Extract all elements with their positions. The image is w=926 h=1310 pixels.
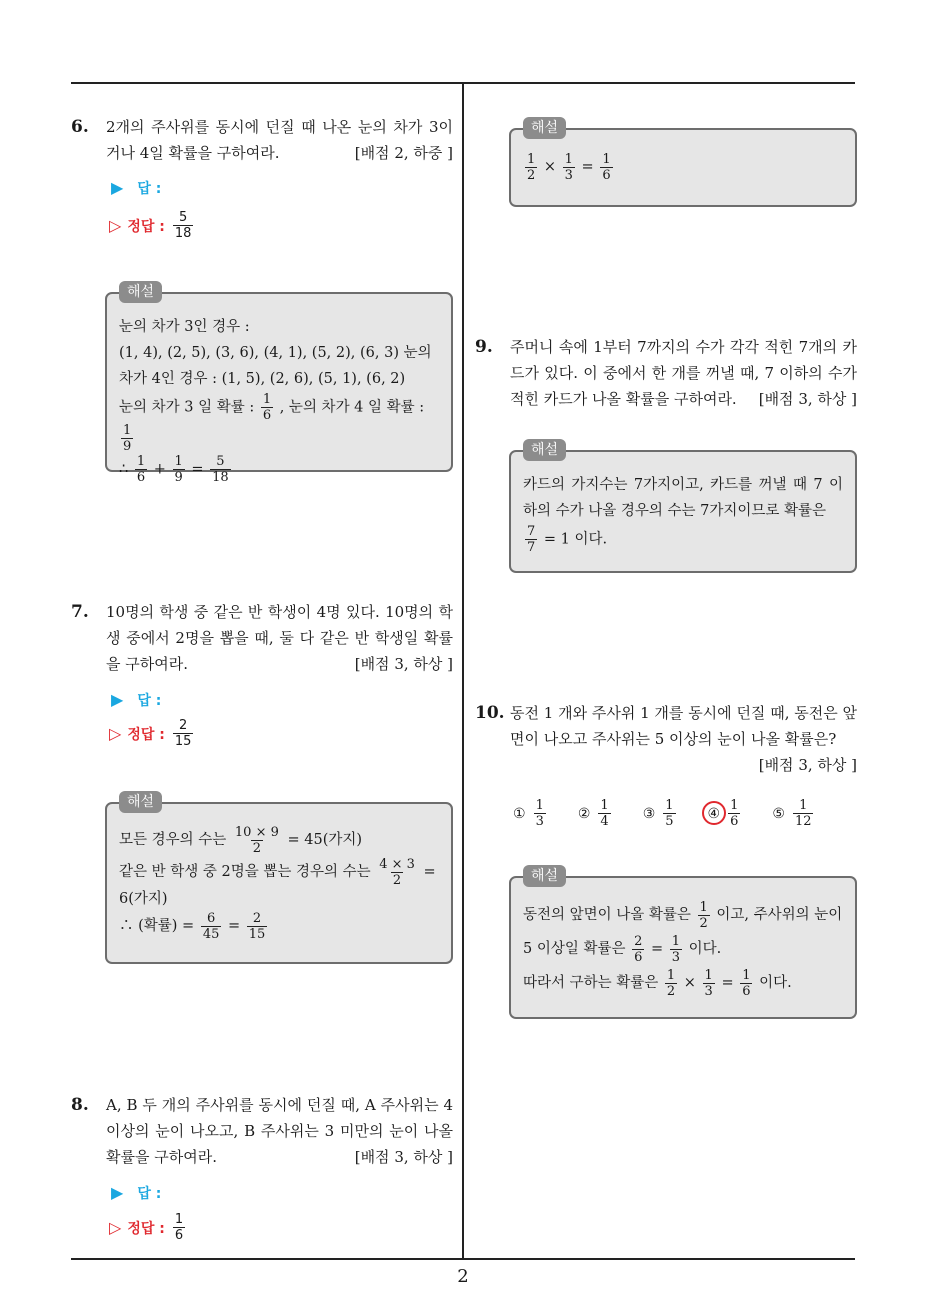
explanation-tag: 해설 [523, 865, 566, 887]
question-text: A, B 두 개의 주사위를 동시에 던질 때, A 주사위는 4 이상의 눈이 나오고, B 주사위는 3 미만의 눈이 나올 확률을 구하여라. [배점 3, 하상 ] [106, 1092, 453, 1170]
question-6 [71, 114, 453, 166]
question-10 [475, 700, 857, 778]
question-text: 동전 1 개와 주사위 1 개를 동시에 던질 때, 동전은 앞면이 나오고 주사위는 5 이상의 눈이 나올 확률은? [배점 3, 하상 ] [510, 700, 857, 778]
fraction: $\frac{2}{15}$ [174, 718, 192, 749]
explanation-tag: 해설 [523, 117, 566, 139]
answer-line-8: ▶ 답 : [111, 1183, 162, 1202]
triangle-outline-icon: ▷ [109, 216, 122, 235]
question-9 [475, 334, 857, 412]
triangle-outline-icon: ▷ [109, 1218, 122, 1237]
question-number: 8. [71, 1095, 89, 1115]
choice-3[interactable]: ③ $\frac{1}{5}$ [642, 798, 674, 829]
question-meta: [배점 2, 하중 ] [354, 144, 453, 162]
choice-1[interactable]: ① $\frac{1}{3}$ [513, 798, 544, 829]
column-divider [462, 84, 464, 1258]
question-text: 주머니 속에 1부터 7까지의 수가 각각 적힌 7개의 카드가 있다. 이 중에서 한 개를 꺼낼 때, 7 이하의 수가 적힌 카드가 나올 확률을 구하여라. [배점 3, 하상 ] [510, 334, 857, 412]
correct-answer-7: ▷ 정답 : $\frac{2}{15}$ [109, 718, 192, 749]
question-8 [71, 1092, 453, 1170]
correct-answer-6: ▷ 정답 : $\frac{5}{18}$ [109, 210, 192, 241]
play-arrow-icon: ▶ [111, 690, 124, 709]
explanation-tag: 해설 [523, 439, 566, 461]
play-arrow-icon: ▶ [111, 178, 124, 197]
fraction: $\frac{1}{6}$ [174, 1212, 184, 1243]
play-arrow-icon: ▶ [111, 1183, 124, 1202]
question-meta: [배점 3, 하상 ] [354, 1148, 453, 1166]
question-text: 2개의 주사위를 동시에 던질 때 나온 눈의 차가 3이거나 4일 확률을 구하여라. [배점 2, 하중 ] [106, 114, 453, 166]
page-number: 2 [457, 1266, 469, 1287]
question-number: 7. [71, 602, 89, 622]
explanation-tag: 해설 [119, 791, 162, 813]
question-meta: [배점 3, 하상 ] [758, 756, 857, 774]
correct-answer-8: ▷ 정답 : $\frac{1}{6}$ [109, 1212, 184, 1243]
answer-choices [513, 798, 845, 829]
bottom-rule [71, 1258, 855, 1260]
question-meta: [배점 3, 하상 ] [354, 655, 453, 673]
choice-4[interactable]: ④ $\frac{1}{6}$ [708, 798, 743, 829]
selected-circle-icon [702, 801, 726, 825]
choice-5[interactable]: ⑤ $\frac{1}{12}$ [772, 798, 812, 829]
question-number: 9. [475, 337, 493, 357]
explanation-box-10: 해설 동전의 앞면이 나올 확률은 $\frac{1}{2}$ 이고, 주사위의 눈이 5 이상일 확률은 $\frac{2}{6}$ = $\frac{1}{3}$ 이다. 따라서 구하는 확률은 $\frac{1}{2}$ × $\frac{1}{3}$ = $\frac{1}{6}$ 이다. [509, 876, 857, 1019]
explanation-box-6: 해설 눈의 차가 3인 경우 : (1, 4), (2, 5), (3, 6), (4, 1), (5, 2), (6, 3) 눈의 차가 4인 경우 : (1, 5), (2, 6), (5, 1), (6, 2) 눈의 차가 3 일 확률 : $\frac{1}{6}$ , 눈의 차가 4 일 확률 : $\frac{1}{9}$ ∴ $\frac{1}{6}$ + $\frac{1}{9}$ = $\frac{5}{18}$ [105, 292, 453, 472]
triangle-outline-icon: ▷ [109, 724, 122, 743]
question-number: 6. [71, 117, 89, 137]
choice-2[interactable]: ② $\frac{1}{4}$ [577, 798, 609, 829]
fraction: $\frac{5}{18}$ [174, 210, 192, 241]
explanation-box-7: 해설 모든 경우의 수는 $\frac{10 \times 9}{2}$ = 45(가지) 같은 반 학생 중 2명을 뽑는 경우의 수는 $\frac{4 \times 3}{2}$ = 6(가지) ∴ (확률) = $\frac{6}{45}$ = $\frac{2}{15}$ [105, 802, 453, 964]
question-7 [71, 599, 453, 677]
question-text: 10명의 학생 중 같은 반 학생이 4명 있다. 10명의 학생 중에서 2명을 뽑을 때, 둘 다 같은 반 학생일 확률을 구하여라. [배점 3, 하상 ] [106, 599, 453, 677]
explanation-box-9: 해설 카드의 가지수는 7가지이고, 카드를 꺼낼 때 7 이하의 수가 나올 경우의 수는 7가지이므로 확률은 $\frac{7}{7}$ = 1 이다. [509, 450, 857, 573]
answer-line-6: ▶ 답 : [111, 178, 162, 197]
answer-line-7: ▶ 답 : [111, 690, 162, 709]
question-number: 10. [475, 703, 505, 723]
explanation-tag: 해설 [119, 281, 162, 303]
question-meta: [배점 3, 하상 ] [758, 390, 857, 408]
explanation-box-8: 해설 $\frac{1}{2}$ × $\frac{1}{3}$ = $\frac{1}{6}$ [509, 128, 857, 207]
